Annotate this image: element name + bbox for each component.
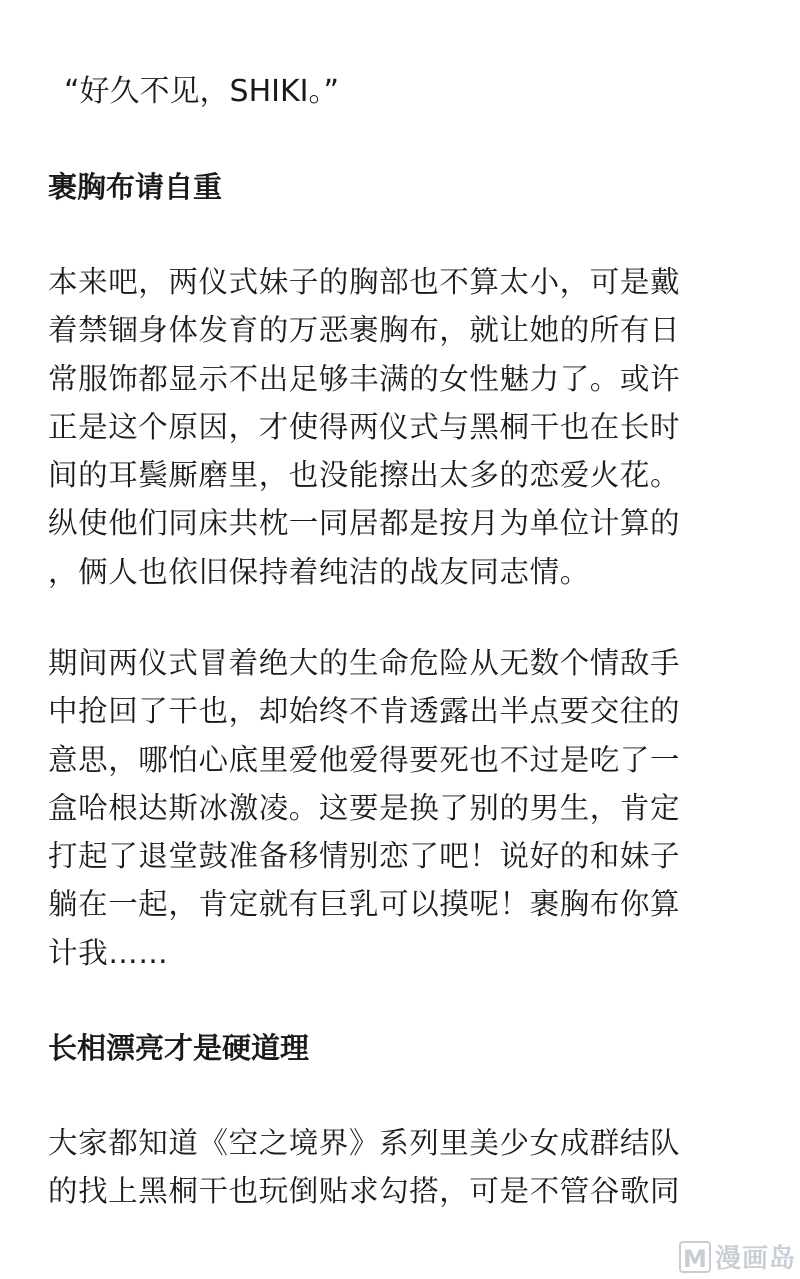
watermark-logo-icon: M — [679, 1241, 711, 1273]
paragraph-line: 着禁锢身体发育的万恶裹胸布，就让她的所有日 — [48, 313, 681, 348]
paragraph-line: 正是这个原因，才使得两仪式与黑桐干也在长时 — [48, 409, 681, 444]
paragraph-line: 中抢回了干也，却始终不肯透露出半点要交往的 — [48, 694, 681, 729]
opening-quote: “好久不见，SHIKI。” — [64, 74, 340, 109]
section-heading-2: 长相漂亮才是硬道理 — [48, 1031, 310, 1065]
section-heading-1: 裹胸布请自重 — [48, 170, 223, 204]
paragraph-1 — [48, 258, 753, 596]
paragraph-line: 常服饰都显示不出足够丰满的女性魅力了。或许 — [48, 361, 681, 396]
paragraph-2 — [48, 639, 753, 977]
paragraph-line: 本来吧，两仪式妹子的胸部也不算太小，可是戴 — [48, 265, 681, 299]
paragraph-line: 躺在一起，肯定就有巨乳可以摸呢！裹胸布你算 — [48, 887, 681, 922]
paragraph-line: 意思，哪怕心底里爱他爱得要死也不过是吃了一 — [48, 742, 681, 777]
paragraph-line: 打起了退堂鼓准备移情别恋了吧！说好的和妹子 — [48, 839, 681, 874]
paragraph-line: 间的耳鬓厮磨里，也没能擦出太多的恋爱火花。 — [48, 458, 681, 493]
paragraph-line: 计我…… — [48, 935, 169, 970]
paragraph-line: 的找上黑桐干也玩倒贴求勾搭，可是不管谷歌同 — [48, 1174, 681, 1209]
paragraph-3 — [48, 1119, 753, 1216]
site-watermark — [679, 1238, 796, 1275]
paragraph-line: 大家都知道《空之境界》系列里美少女成群结队 — [48, 1126, 681, 1160]
paragraph-line: 盒哈根达斯冰激凌。这要是换了别的男生，肯定 — [48, 790, 681, 825]
paragraph-line: ，俩人也依旧保持着纯洁的战友同志情。 — [48, 554, 590, 589]
watermark-text: 漫画岛 — [714, 1244, 796, 1274]
paragraph-line: 期间两仪式冒着绝大的生命危险从无数个情敌手 — [48, 646, 681, 680]
paragraph-line: 纵使他们同床共枕一同居都是按月为单位计算的 — [48, 506, 681, 541]
